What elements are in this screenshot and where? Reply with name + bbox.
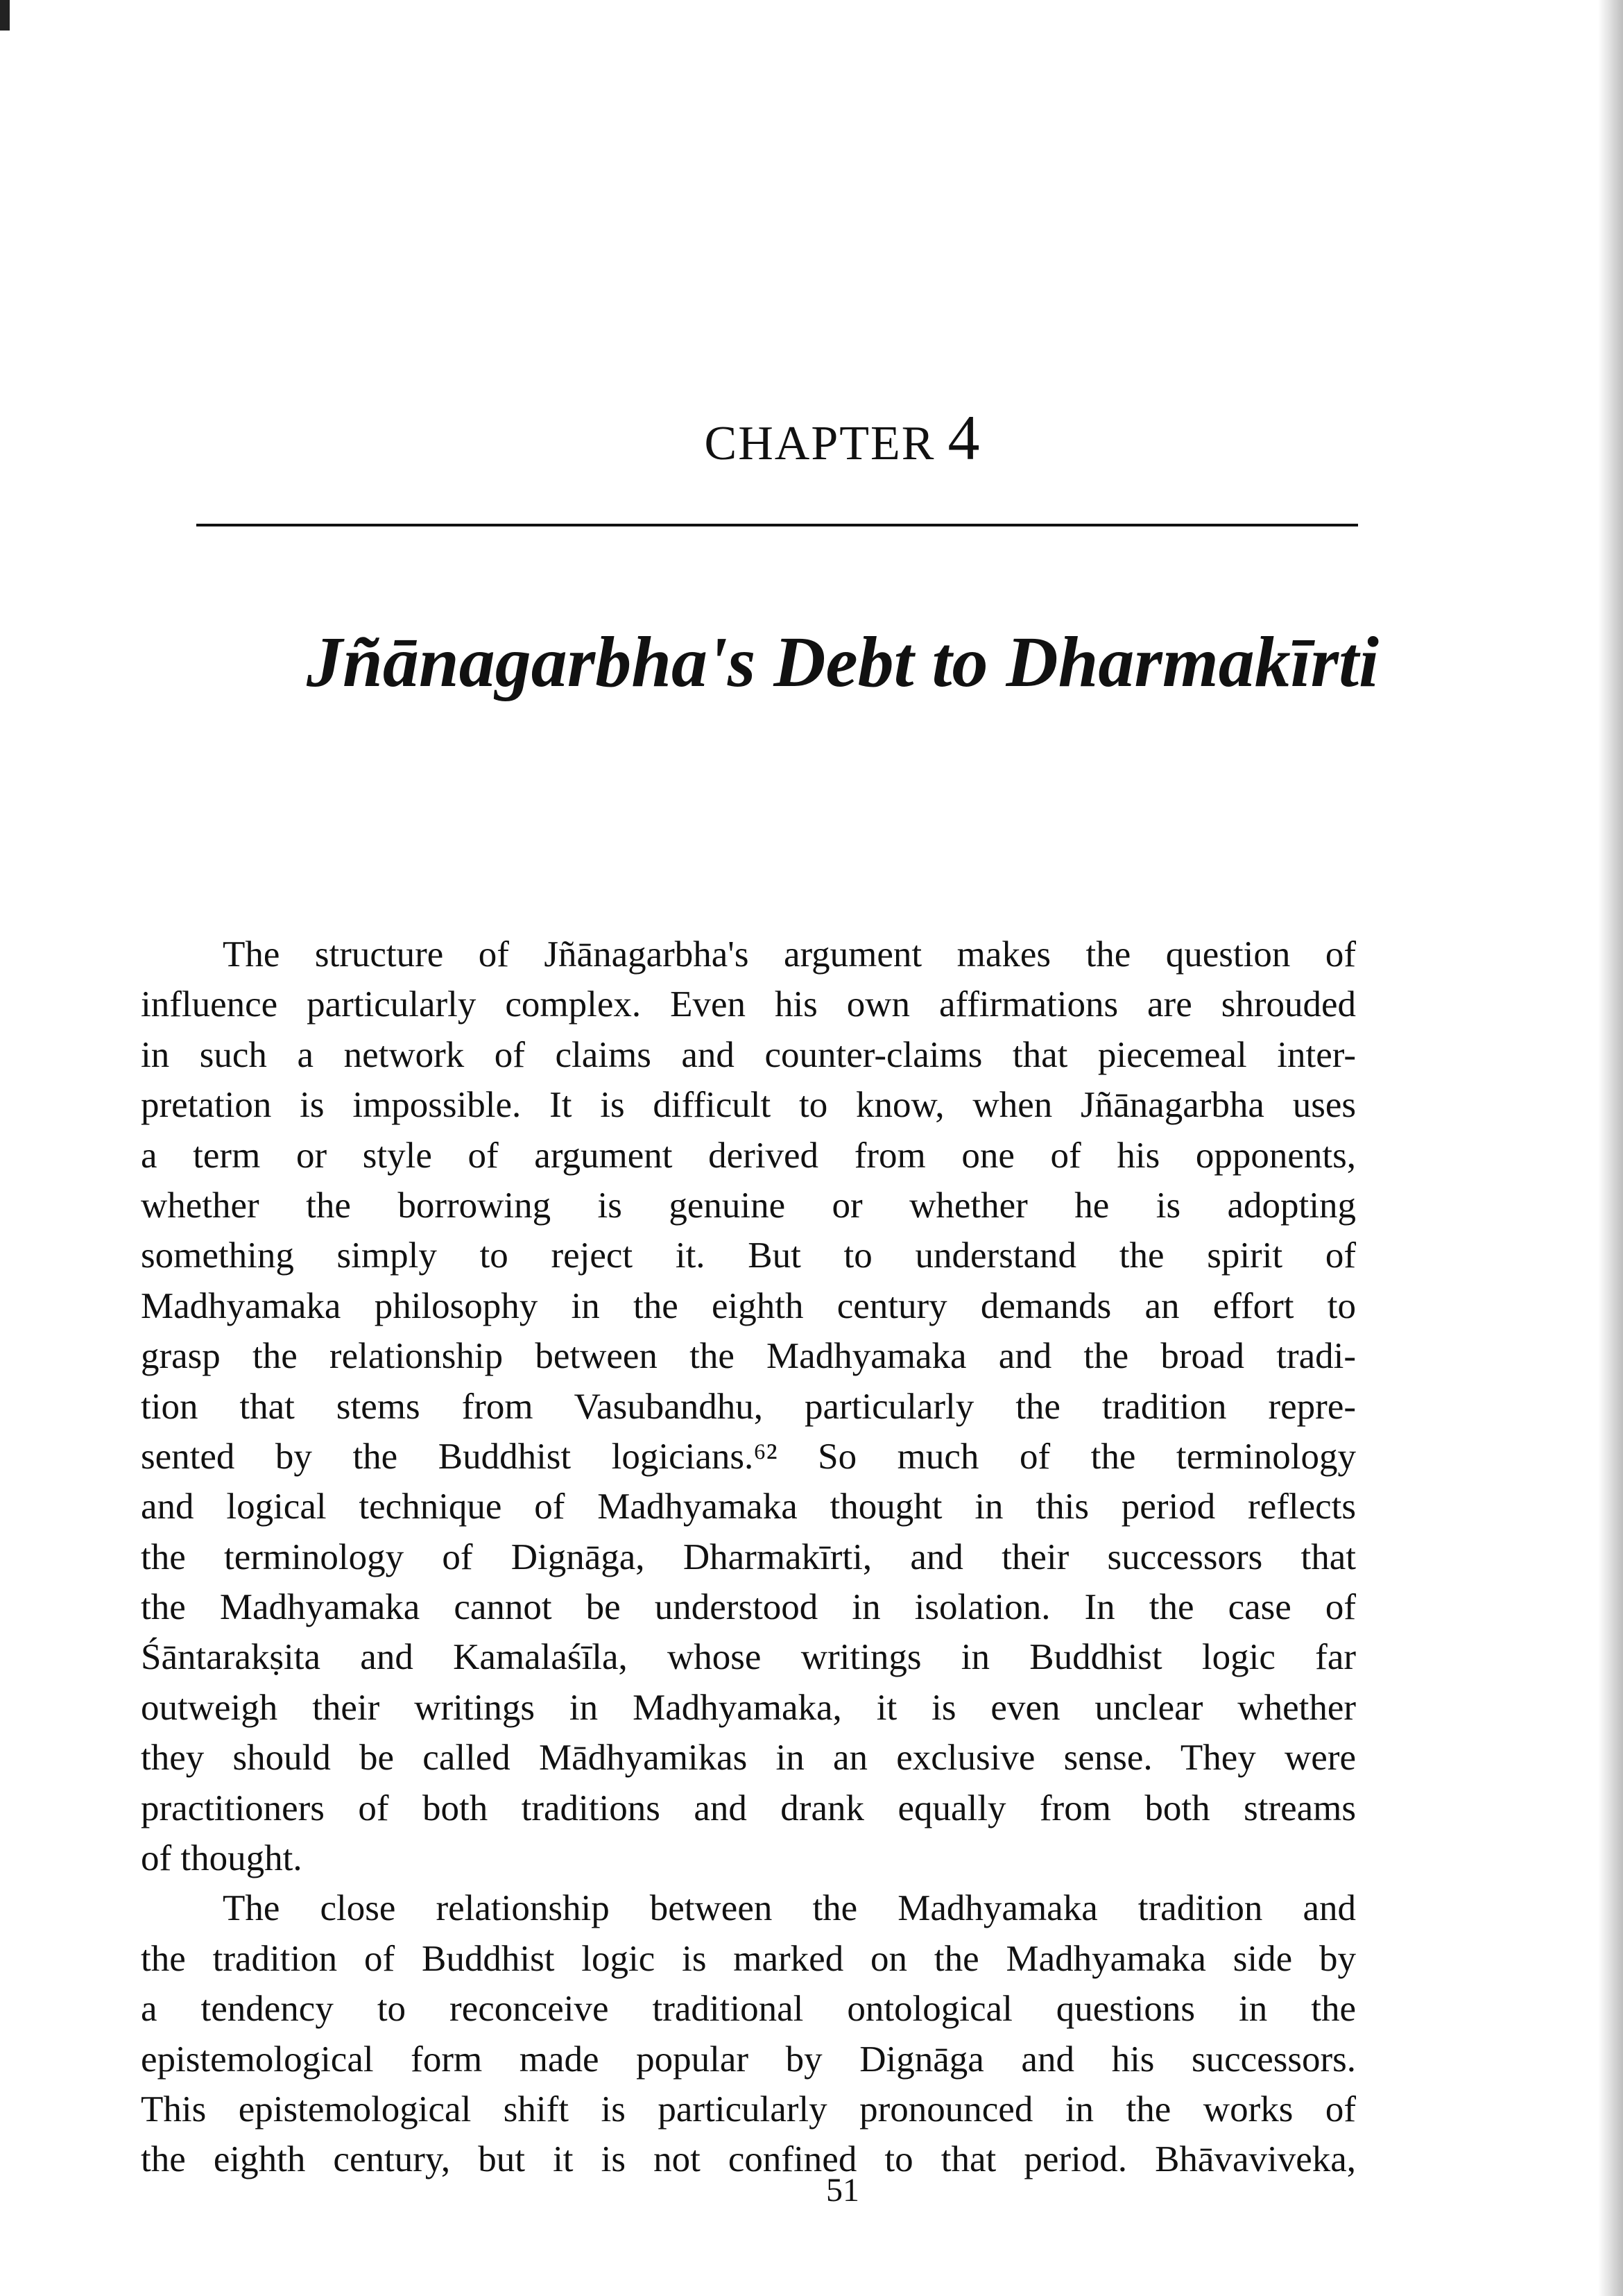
scan-corner-mark [0,0,10,31]
text-line: Madhyamaka philosophy in the eighth century demands an effort to [141,1285,1356,1326]
chapter-heading [0,401,1623,474]
text-line: the terminology of Dignāga, Dharmakīrti, and their successors that [141,1536,1356,1577]
text-line: and logical technique of Madhyamaka thought in this period reflects [141,1487,1356,1527]
text-line: Śāntarakṣita and Kamalaśīla, whose writings in Buddhist logic far [141,1637,1356,1678]
text-line: outweigh their writings in Madhyamaka, it is even unclear whether [141,1687,1356,1728]
text-line: whether the borrowing is genuine or whether he is adopting [141,1185,1356,1226]
text-line: practitioners of both traditions and drank equally from both streams [141,1788,1356,1828]
text-line: grasp the relationship between the Madhyamaka and the broad tradi- [141,1336,1356,1377]
text-line: something simply to reject it. But to understand the spirit of [141,1235,1356,1276]
text-line: tion that stems from Vasubandhu, particularly the tradition repre- [141,1386,1356,1427]
text-line: pretation is impossible. It is difficult to know, when Jñānagarbha uses [141,1085,1356,1126]
page-gutter-shadow [1598,0,1623,2296]
text-line: a tendency to reconceive traditional ontological questions in the [141,1989,1356,2030]
text-line: influence particularly complex. Even his own affirmations are shrouded [141,984,1356,1025]
text-line: a term or style of argument derived from one of his opponents, [141,1135,1356,1176]
text-line: of thought. [141,1838,302,1879]
paragraph [141,1883,1356,2184]
text-line: This epistemological shift is particularly pronounced in the works of [141,2089,1356,2130]
chapter-number: 4 [947,402,981,473]
text-line: sented by the Buddhist logicians.⁶² So much of the terminology [141,1436,1356,1477]
body-text [141,929,1356,2185]
text-line: epistemological form made popular by Dignāga and his successors. [141,2039,1356,2080]
text-line: they should be called Mādhyamikas in an exclusive sense. They were [141,1738,1356,1779]
text-line: the tradition of Buddhist logic is marked on the Madhyamaka side by [141,1938,1356,1979]
text-line: the eighth century, but it is not confined to that period. Bhāvaviveka, [141,2139,1356,2180]
text-line: in such a network of claims and counter-claims that piecemeal inter- [141,1034,1356,1075]
page-number: 51 [826,2172,859,2209]
text-line: The structure of Jñānagarbha's argument makes the question of [223,934,1356,975]
chapter-label: CHAPTER [704,417,936,470]
chapter-title: Jñānagarbha's Debt to Dharmakīrti [307,622,1379,702]
text-line: the Madhyamaka cannot be understood in isolation. In the case of [141,1587,1356,1628]
chapter-rule [196,524,1358,526]
paragraph [141,929,1356,1883]
text-line: The close relationship between the Madhyamaka tradition and [223,1888,1356,1929]
